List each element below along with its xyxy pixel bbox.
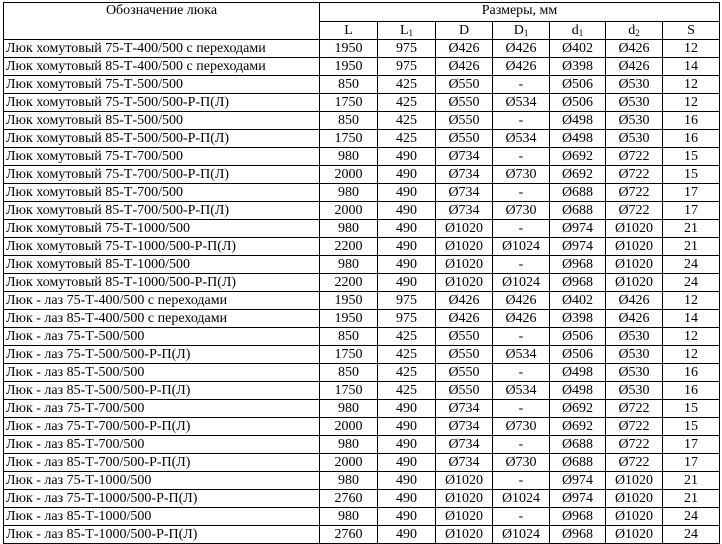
- dimension-cell: 850: [320, 112, 378, 130]
- dimension-cell: 490: [378, 454, 436, 472]
- dimension-cell: -: [493, 256, 550, 274]
- dimension-cell: 12: [663, 328, 720, 346]
- dimension-cell: 490: [378, 184, 436, 202]
- dimension-cell: Ø1024: [493, 238, 550, 256]
- dimension-cell: 12: [663, 94, 720, 112]
- dimension-cell: 850: [320, 76, 378, 94]
- dimension-cell: Ø722: [606, 166, 663, 184]
- dimension-cell: 24: [663, 508, 720, 526]
- table-row: [4, 508, 720, 526]
- dimension-cell: 12: [663, 292, 720, 310]
- hatch-designation-cell: Люк хомутовый 75-Т-500/500-Р-П(Л): [4, 94, 320, 112]
- dimension-cell: 980: [320, 184, 378, 202]
- hatch-designation-cell: Люк - лаз 85-Т-700/500: [4, 436, 320, 454]
- hatch-designation-cell: Люк хомутовый 85-Т-500/500: [4, 112, 320, 130]
- table-row: [4, 202, 720, 220]
- dimension-cell: 14: [663, 310, 720, 328]
- dimension-cell: Ø692: [550, 400, 606, 418]
- column-header-symbol: D: [513, 22, 524, 38]
- dimension-cell: Ø688: [550, 454, 606, 472]
- dimension-cell: 12: [663, 76, 720, 94]
- column-header-symbol: D: [458, 22, 470, 38]
- dimension-cell: 2200: [320, 274, 378, 292]
- dimension-cell: 2760: [320, 526, 378, 544]
- dimension-cell: 425: [378, 94, 436, 112]
- dimension-cell: Ø530: [606, 364, 663, 382]
- dimension-cell: Ø550: [436, 94, 493, 112]
- table-row: [4, 472, 720, 490]
- dimension-cell: Ø1020: [606, 220, 663, 238]
- dimension-cell: Ø534: [493, 130, 550, 148]
- dimension-cell: 2760: [320, 490, 378, 508]
- header-row-group: [4, 3, 720, 22]
- dimension-cell: 12: [663, 346, 720, 364]
- dimension-cell: Ø688: [550, 202, 606, 220]
- dimension-cell: 1950: [320, 58, 378, 76]
- column-header-l: [320, 22, 378, 40]
- dimension-cell: -: [493, 112, 550, 130]
- dimension-cell: 15: [663, 166, 720, 184]
- dimension-cell: -: [493, 148, 550, 166]
- dimension-cell: Ø402: [550, 40, 606, 58]
- dimension-cell: 21: [663, 472, 720, 490]
- dimension-cell: Ø530: [606, 130, 663, 148]
- dimension-cell: Ø550: [436, 346, 493, 364]
- dimension-cell: 490: [378, 238, 436, 256]
- table-row: [4, 328, 720, 346]
- table-row: [4, 310, 720, 328]
- dimension-cell: Ø1020: [606, 274, 663, 292]
- dimension-cell: 850: [320, 364, 378, 382]
- hatch-designation-cell: Люк хомутовый 75-Т-400/500 с переходами: [4, 40, 320, 58]
- dimension-cell: Ø398: [550, 58, 606, 76]
- table-row: [4, 94, 720, 112]
- dimension-cell: Ø734: [436, 202, 493, 220]
- table-row: [4, 346, 720, 364]
- dimension-cell: Ø722: [606, 148, 663, 166]
- table-row: [4, 400, 720, 418]
- dimension-cell: Ø1020: [606, 238, 663, 256]
- hatch-designation-cell: Люк хомутовый 85-Т-1000/500: [4, 256, 320, 274]
- dimension-cell: 975: [378, 58, 436, 76]
- dimension-cell: 980: [320, 220, 378, 238]
- dimension-cell: 2000: [320, 454, 378, 472]
- hatch-designation-cell: Люк хомутовый 75-Т-1000/500: [4, 220, 320, 238]
- dimension-cell: 490: [378, 508, 436, 526]
- table-row: [4, 184, 720, 202]
- dimension-cell: Ø426: [493, 310, 550, 328]
- dimension-cell: Ø722: [606, 184, 663, 202]
- dimension-cell: 24: [663, 256, 720, 274]
- hatch-designation-cell: Люк хомутовый 85-Т-700/500: [4, 184, 320, 202]
- dimension-cell: -: [493, 328, 550, 346]
- dimension-cell: Ø722: [606, 454, 663, 472]
- hatch-designation-cell: Люк хомутовый 75-Т-700/500: [4, 148, 320, 166]
- dimension-cell: Ø550: [436, 130, 493, 148]
- table-row: [4, 40, 720, 58]
- table-row: [4, 148, 720, 166]
- dimension-cell: Ø974: [550, 490, 606, 508]
- dimension-cell: Ø1020: [436, 508, 493, 526]
- dimension-cell: Ø688: [550, 436, 606, 454]
- dimension-cell: 980: [320, 256, 378, 274]
- dimension-cell: Ø550: [436, 382, 493, 400]
- dimension-cell: Ø968: [550, 508, 606, 526]
- dimension-cell: 1750: [320, 346, 378, 364]
- dimension-cell: Ø426: [493, 58, 550, 76]
- dimension-cell: 425: [378, 382, 436, 400]
- dimension-cell: Ø1020: [606, 526, 663, 544]
- dimension-cell: 425: [378, 76, 436, 94]
- column-header-subscript: 2: [635, 27, 640, 38]
- dimension-cell: -: [493, 472, 550, 490]
- dimension-cell: Ø730: [493, 454, 550, 472]
- dimension-cell: Ø734: [436, 166, 493, 184]
- dimension-cell: 1750: [320, 94, 378, 112]
- dimension-cell: Ø968: [550, 526, 606, 544]
- hatch-designation-cell: Люк - лаз 85-Т-1000/500-Р-П(Л): [4, 526, 320, 544]
- table-row: [4, 364, 720, 382]
- hatch-designation-cell: Люк хомутовый 85-Т-500/500-Р-П(Л): [4, 130, 320, 148]
- dimension-cell: 2000: [320, 418, 378, 436]
- hatch-designation-cell: Люк - лаз 75-Т-400/500 с переходами: [4, 292, 320, 310]
- dimension-cell: 490: [378, 526, 436, 544]
- dimension-cell: 24: [663, 526, 720, 544]
- dimension-cell: Ø506: [550, 328, 606, 346]
- dimension-cell: Ø1020: [606, 472, 663, 490]
- hatch-designation-cell: Люк - лаз 75-Т-1000/500-Р-П(Л): [4, 490, 320, 508]
- dimension-cell: 490: [378, 274, 436, 292]
- dimension-cell: Ø426: [493, 292, 550, 310]
- table-row: [4, 112, 720, 130]
- dimension-cell: 12: [663, 40, 720, 58]
- column-header-s: [663, 22, 720, 40]
- dimension-cell: 425: [378, 346, 436, 364]
- column-header-subscript: 1: [408, 27, 414, 38]
- dimension-cell: Ø534: [493, 94, 550, 112]
- column-header-symbol: S: [687, 22, 695, 38]
- hatch-designation-cell: Люк - лаз 85-Т-1000/500: [4, 508, 320, 526]
- dimension-cell: Ø534: [493, 346, 550, 364]
- dimension-cell: Ø550: [436, 328, 493, 346]
- dimension-cell: Ø426: [436, 292, 493, 310]
- dimension-cell: 1750: [320, 130, 378, 148]
- dimension-cell: Ø968: [550, 274, 606, 292]
- dimension-cell: 490: [378, 256, 436, 274]
- table-row: [4, 220, 720, 238]
- dimension-cell: 1950: [320, 40, 378, 58]
- dimension-cell: 17: [663, 184, 720, 202]
- dimension-cell: Ø1020: [436, 238, 493, 256]
- dimension-cell: Ø498: [550, 364, 606, 382]
- table-row: [4, 238, 720, 256]
- table-row: [4, 130, 720, 148]
- dimension-cell: 16: [663, 382, 720, 400]
- hatch-designation-cell: Люк хомутовый 85-Т-1000/500-Р-П(Л): [4, 274, 320, 292]
- dimension-cell: Ø534: [493, 382, 550, 400]
- hatch-designation-cell: Люк - лаз 75-Т-700/500: [4, 400, 320, 418]
- dimension-cell: Ø734: [436, 436, 493, 454]
- dimension-cell: 425: [378, 328, 436, 346]
- dimension-cell: 17: [663, 436, 720, 454]
- dimension-cell: Ø688: [550, 184, 606, 202]
- dimension-cell: Ø974: [550, 472, 606, 490]
- dimension-cell: 24: [663, 274, 720, 292]
- dimension-cell: 2000: [320, 202, 378, 220]
- column-header-symbol: L: [344, 22, 353, 38]
- dimension-cell: Ø530: [606, 94, 663, 112]
- dimension-cell: Ø530: [606, 112, 663, 130]
- dimension-cell: Ø426: [606, 58, 663, 76]
- dimension-cell: Ø530: [606, 328, 663, 346]
- dimension-cell: Ø1020: [606, 490, 663, 508]
- dimension-cell: Ø402: [550, 292, 606, 310]
- column-header-d2: [606, 22, 663, 40]
- dimension-cell: Ø734: [436, 454, 493, 472]
- dimension-cell: Ø1020: [436, 526, 493, 544]
- dimension-cell: Ø1020: [436, 274, 493, 292]
- dimension-cell: 850: [320, 328, 378, 346]
- dimension-cell: 1750: [320, 382, 378, 400]
- dimension-cell: 17: [663, 454, 720, 472]
- dimension-cell: Ø734: [436, 400, 493, 418]
- dimension-cell: 980: [320, 148, 378, 166]
- hatch-designation-cell: Люк - лаз 75-Т-1000/500: [4, 472, 320, 490]
- dimension-cell: 490: [378, 418, 436, 436]
- dimension-cell: 21: [663, 238, 720, 256]
- dimension-cell: 16: [663, 112, 720, 130]
- hatch-designation-cell: Люк - лаз 85-Т-400/500 с переходами: [4, 310, 320, 328]
- dimension-cell: Ø530: [606, 76, 663, 94]
- dimension-cell: 1950: [320, 310, 378, 328]
- dimension-cell: 980: [320, 436, 378, 454]
- dimension-cell: Ø692: [550, 166, 606, 184]
- column-header-subscript: 1: [578, 27, 584, 38]
- column-group-dimensions: Размеры, мм: [320, 3, 720, 22]
- dimension-cell: -: [493, 364, 550, 382]
- dimension-cell: Ø1020: [606, 256, 663, 274]
- dimension-cell: 490: [378, 166, 436, 184]
- dimension-cell: Ø692: [550, 148, 606, 166]
- column-header-l1: [378, 22, 436, 40]
- table-row: [4, 274, 720, 292]
- column-header-symbol: L: [399, 22, 409, 38]
- dimension-cell: 17: [663, 202, 720, 220]
- hatch-designation-cell: Люк хомутовый 75-Т-700/500-Р-П(Л): [4, 166, 320, 184]
- dimension-cell: 490: [378, 220, 436, 238]
- dimension-cell: 980: [320, 508, 378, 526]
- hatch-dimensions-table: [3, 2, 720, 544]
- dimension-cell: 490: [378, 490, 436, 508]
- table-row: [4, 292, 720, 310]
- table-row: [4, 418, 720, 436]
- table-row: [4, 490, 720, 508]
- dimension-cell: 14: [663, 58, 720, 76]
- dimension-cell: Ø692: [550, 418, 606, 436]
- dimension-cell: Ø426: [606, 292, 663, 310]
- column-header-subscript: 1: [523, 27, 529, 38]
- hatch-designation-cell: Люк - лаз 85-Т-500/500: [4, 364, 320, 382]
- column-header-symbol: d: [628, 22, 636, 38]
- dimension-cell: 15: [663, 148, 720, 166]
- dimension-cell: Ø506: [550, 94, 606, 112]
- dimension-cell: Ø426: [436, 310, 493, 328]
- dimension-cell: Ø1020: [436, 220, 493, 238]
- dimension-cell: Ø722: [606, 202, 663, 220]
- hatch-designation-cell: Люк - лаз 75-Т-500/500-Р-П(Л): [4, 346, 320, 364]
- dimension-cell: 16: [663, 364, 720, 382]
- dimension-cell: 2000: [320, 166, 378, 184]
- dimension-cell: Ø722: [606, 436, 663, 454]
- dimension-cell: Ø550: [436, 364, 493, 382]
- dimension-cell: 425: [378, 364, 436, 382]
- column-header-d: [436, 22, 493, 40]
- dimension-cell: 975: [378, 310, 436, 328]
- dimension-cell: Ø1020: [436, 490, 493, 508]
- dimension-cell: 975: [378, 40, 436, 58]
- dimension-cell: Ø530: [606, 382, 663, 400]
- dimension-cell: Ø974: [550, 220, 606, 238]
- dimension-cell: Ø506: [550, 76, 606, 94]
- table-row: [4, 454, 720, 472]
- hatch-designation-cell: Люк - лаз 85-Т-700/500-Р-П(Л): [4, 454, 320, 472]
- column-header-name: Обозначение люка: [4, 3, 320, 40]
- dimension-cell: 975: [378, 292, 436, 310]
- column-header-d1: [550, 22, 606, 40]
- dimension-cell: Ø722: [606, 400, 663, 418]
- dimension-cell: Ø730: [493, 418, 550, 436]
- dimension-cell: Ø734: [436, 418, 493, 436]
- table-row: [4, 436, 720, 454]
- dimension-cell: 21: [663, 490, 720, 508]
- table-row: [4, 256, 720, 274]
- dimension-cell: -: [493, 184, 550, 202]
- dimension-cell: Ø426: [606, 40, 663, 58]
- dimension-cell: -: [493, 76, 550, 94]
- dimension-cell: Ø734: [436, 184, 493, 202]
- dimension-cell: Ø426: [436, 40, 493, 58]
- hatch-designation-cell: Люк хомутовый 75-Т-1000/500-Р-П(Л): [4, 238, 320, 256]
- dimension-cell: 425: [378, 130, 436, 148]
- dimension-cell: Ø498: [550, 130, 606, 148]
- dimension-cell: Ø1020: [606, 508, 663, 526]
- dimension-cell: Ø1020: [436, 256, 493, 274]
- dimension-cell: 15: [663, 418, 720, 436]
- dimension-cell: Ø506: [550, 346, 606, 364]
- dimension-cell: 16: [663, 130, 720, 148]
- dimension-cell: 1950: [320, 292, 378, 310]
- dimension-cell: 425: [378, 112, 436, 130]
- table-row: [4, 526, 720, 544]
- dimension-cell: Ø550: [436, 76, 493, 94]
- dimension-cell: Ø1024: [493, 274, 550, 292]
- hatch-designation-cell: Люк - лаз 85-Т-500/500-Р-П(Л): [4, 382, 320, 400]
- hatch-designation-cell: Люк хомутовый 85-Т-700/500-Р-П(Л): [4, 202, 320, 220]
- hatch-designation-cell: Люк - лаз 75-Т-700/500-Р-П(Л): [4, 418, 320, 436]
- dimension-cell: -: [493, 436, 550, 454]
- dimension-cell: 980: [320, 472, 378, 490]
- dimension-cell: 980: [320, 400, 378, 418]
- dimension-cell: 490: [378, 400, 436, 418]
- dimension-cell: -: [493, 400, 550, 418]
- dimension-cell: 490: [378, 472, 436, 490]
- table-row: [4, 76, 720, 94]
- dimension-cell: Ø722: [606, 418, 663, 436]
- dimension-cell: Ø730: [493, 166, 550, 184]
- column-header-d1: [493, 22, 550, 40]
- dimension-cell: -: [493, 220, 550, 238]
- dimension-cell: Ø398: [550, 310, 606, 328]
- table-row: [4, 382, 720, 400]
- dimension-cell: Ø530: [606, 346, 663, 364]
- dimension-cell: 15: [663, 400, 720, 418]
- dimension-cell: Ø498: [550, 112, 606, 130]
- hatch-designation-cell: Люк - лаз 75-Т-500/500: [4, 328, 320, 346]
- dimension-cell: Ø730: [493, 202, 550, 220]
- dimension-cell: 490: [378, 436, 436, 454]
- dimension-cell: 21: [663, 220, 720, 238]
- dimension-cell: Ø974: [550, 238, 606, 256]
- dimension-cell: Ø968: [550, 256, 606, 274]
- dimension-cell: Ø1024: [493, 526, 550, 544]
- dimension-cell: Ø426: [606, 310, 663, 328]
- dimension-cell: Ø498: [550, 382, 606, 400]
- hatch-designation-cell: Люк хомутовый 75-Т-500/500: [4, 76, 320, 94]
- dimension-cell: -: [493, 508, 550, 526]
- dimension-cell: Ø1020: [436, 472, 493, 490]
- table-row: [4, 58, 720, 76]
- dimension-cell: Ø734: [436, 148, 493, 166]
- dimension-cell: Ø426: [493, 40, 550, 58]
- table-row: [4, 166, 720, 184]
- dimension-cell: Ø1024: [493, 490, 550, 508]
- dimension-cell: Ø426: [436, 58, 493, 76]
- column-header-symbol: d: [571, 22, 579, 38]
- dimension-cell: 490: [378, 202, 436, 220]
- dimension-cell: 490: [378, 148, 436, 166]
- table-body: [4, 40, 720, 544]
- dimension-cell: 2200: [320, 238, 378, 256]
- dimension-cell: Ø550: [436, 112, 493, 130]
- hatch-designation-cell: Люк хомутовый 85-Т-400/500 с переходами: [4, 58, 320, 76]
